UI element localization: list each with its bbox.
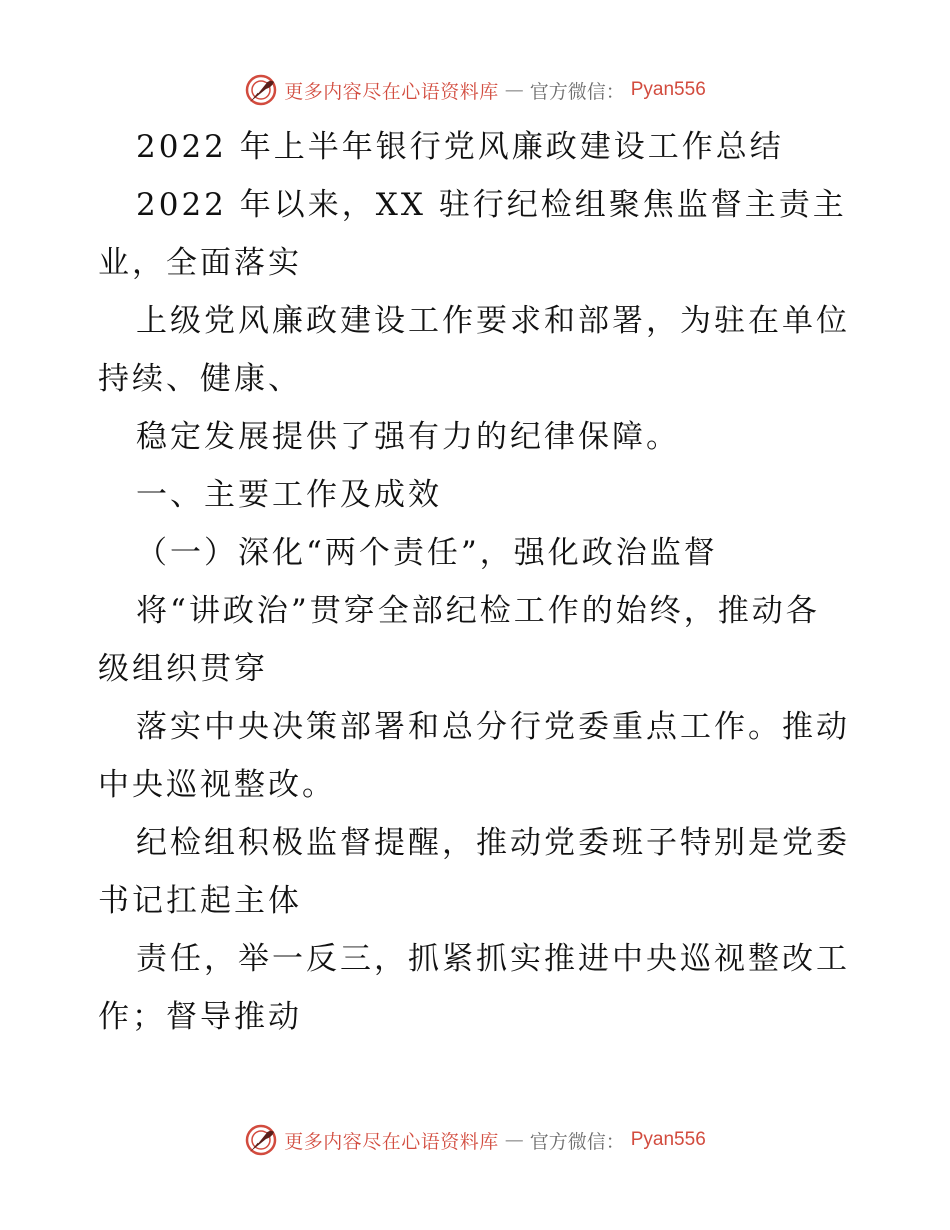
paragraph-line: 级组织贯穿 (98, 651, 268, 687)
section-heading: 一、主要工作及成效 (136, 477, 442, 513)
feather-circle-logo-icon (244, 1123, 278, 1157)
watermark-wechat-id: Pyan556 (630, 1129, 706, 1150)
watermark-dash: — (504, 1129, 524, 1151)
watermark-dash: — (504, 79, 524, 101)
paragraph-line: 上级党风廉政建设工作要求和部署，为驻在单位 (136, 303, 850, 339)
subsection-heading: （一）深化“两个责任”，强化政治监督 (136, 535, 718, 571)
paragraph-line: 中央巡视整改。 (98, 767, 336, 803)
watermark-brand-text: 更多内容尽在心语资料库 (284, 1130, 499, 1153)
paragraph-line: 书记扛起主体 (98, 883, 302, 919)
paragraph-line: 作；督导推动 (98, 999, 302, 1035)
paragraph-line: 将“讲政治”贯穿全部纪检工作的始终，推动各 (136, 593, 820, 629)
paragraph-line: 2022 年以来，XX 驻行纪检组聚焦监督主责主 (136, 187, 847, 223)
watermark-official-label: 官方微信： (529, 1130, 625, 1153)
paragraph-line: 持续、健康、 (98, 361, 302, 397)
watermark-header (0, 70, 950, 110)
paragraph-line: 落实中央决策部署和总分行党委重点工作。推动 (136, 709, 850, 745)
watermark-footer (0, 1120, 950, 1160)
watermark-brand-text: 更多内容尽在心语资料库 (284, 80, 499, 103)
watermark-wechat-id: Pyan556 (630, 79, 706, 100)
document-body (98, 118, 858, 1046)
paragraph-line: 纪检组积极监督提醒，推动党委班子特别是党委 (136, 825, 850, 861)
watermark-official-label: 官方微信： (529, 80, 625, 103)
document-title: 2022 年上半年银行党风廉政建设工作总结 (136, 129, 784, 165)
feather-circle-logo-icon (244, 73, 278, 107)
paragraph-line: 责任，举一反三，抓紧抓实推进中央巡视整改工 (136, 941, 850, 977)
paragraph-line: 稳定发展提供了强有力的纪律保障。 (136, 419, 680, 455)
paragraph-line: 业，全面落实 (98, 245, 302, 281)
